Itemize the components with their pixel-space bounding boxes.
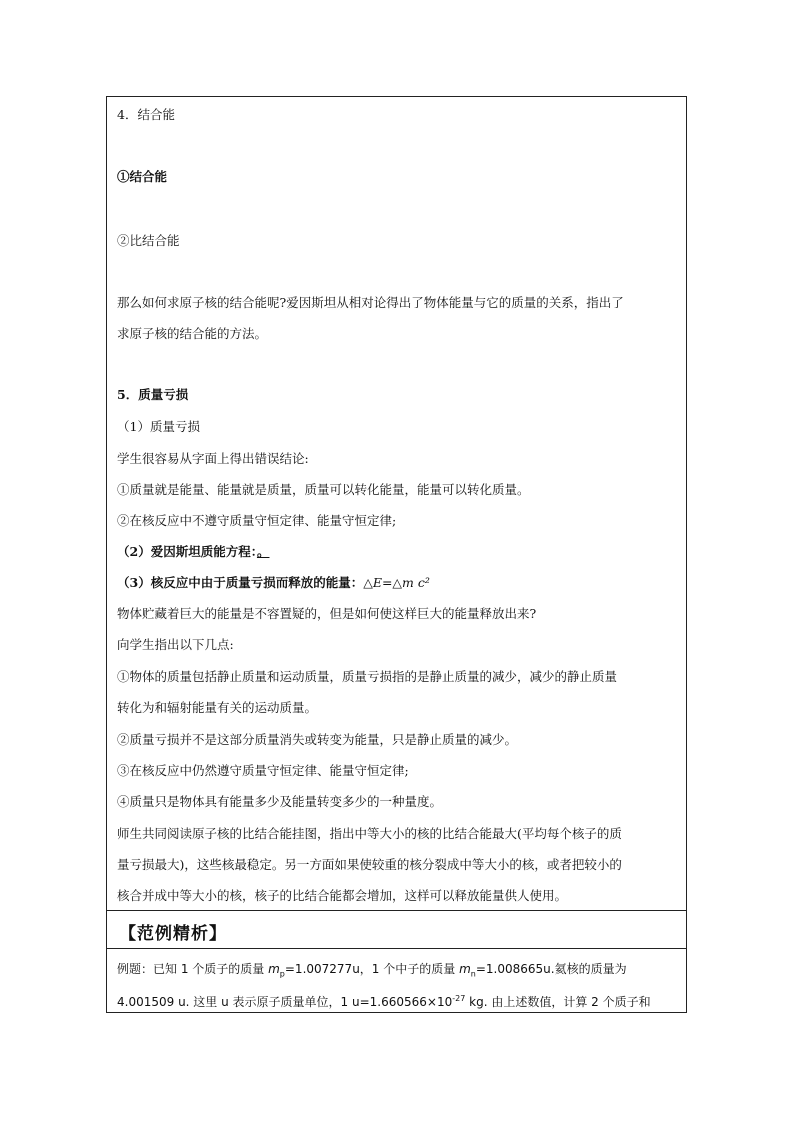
paragraph-line: 物体贮藏着巨大的能量是不容置疑的，但是如何使这样巨大的能量释放出来?	[117, 606, 537, 621]
paragraph-line: 核合并成中等大小的核，核子的比结合能都会增加，这样可以释放能量供人使用。	[117, 888, 568, 903]
example-text: kg. 由上述数值，计算 2 个质子和	[465, 995, 651, 1009]
example-text: 4.001509 u. 这里 u 表示原子质量单位，1 u=1.660566×10	[117, 995, 453, 1009]
neutron-subscript: n	[470, 969, 476, 979]
list-item: ①质量就是能量、能量就是质量，质量可以转化能量，能量可以转化质量。	[117, 482, 530, 497]
example-text: =1.007277u，1 个中子的质量	[284, 962, 460, 976]
table-divider	[107, 910, 686, 911]
paragraph-line: 那么如何求原子核的结合能呢?爱因斯坦从相对论得出了物体能量与它的质量的关系，指出了	[117, 295, 624, 310]
content-table	[106, 96, 687, 1013]
paragraph-line: 学生很容易从字面上得出错误结论:	[117, 451, 309, 466]
proton-subscript: p	[279, 969, 285, 979]
paragraph-line: 量亏损最大)，这些核最稳定。另一方面如果使较重的核分裂成中等大小的核，或者把较小的	[117, 857, 622, 872]
table-divider	[107, 948, 686, 949]
list-item: ②在核反应中不遵守质量守恒定律、能量守恒定律;	[117, 513, 397, 528]
example-line	[117, 961, 680, 982]
list-item: ①物体的质量包括静止质量和运动质量，质量亏损指的是静止质量的减少，减少的静止质量	[117, 669, 618, 684]
subheading-mass-defect: （1）质量亏损	[117, 419, 200, 434]
paragraph-line: 求原子核的结合能的方法。	[117, 326, 268, 341]
example-line	[117, 991, 680, 1010]
example-text: =1.008665u.氦核的质量为	[475, 962, 627, 976]
subheading-released-energy	[117, 575, 680, 591]
paragraph-line: 向学生指出以下几点:	[117, 637, 234, 652]
section5-heading: 5．质量亏损	[117, 387, 189, 402]
specific-binding-energy-item: ②比结合能	[117, 233, 180, 248]
subheading-text: （3）核反应中由于质量亏损而释放的能量：	[117, 575, 364, 590]
list-item: ③在核反应中仍然遵守质量守恒定律、能量守恒定律;	[117, 763, 409, 778]
subheading-text: （2）爱因斯坦质能方程：	[117, 544, 257, 559]
section4-heading: 4．结合能	[117, 107, 175, 122]
example-section-title: 【范例精析】	[119, 924, 227, 944]
proton-mass-symbol: m	[268, 962, 280, 976]
equation-blank: 。	[256, 544, 270, 559]
neutron-mass-symbol: m	[459, 962, 471, 976]
exponent: -27	[452, 994, 466, 1003]
paragraph-line: 师生共同阅读原子核的比结合能挂图，指出中等大小的核的比结合能最大(平均每个核子的质	[117, 826, 622, 841]
subheading-mass-energy-equation	[117, 544, 680, 560]
list-item: ②质量亏损并不是这部分质量消失或转变为能量，只是静止质量的减少。	[117, 732, 518, 747]
list-item-continuation: 转化为和辐射能量有关的运动质量。	[117, 700, 318, 715]
example-text: 例题：已知 1 个质子的质量	[117, 962, 269, 976]
list-item: ④质量只是物体具有能量多少及能量转变多少的一种量度。	[117, 794, 443, 809]
binding-energy-item: ①结合能	[117, 169, 168, 184]
energy-formula: △E=△m c²	[363, 575, 430, 590]
